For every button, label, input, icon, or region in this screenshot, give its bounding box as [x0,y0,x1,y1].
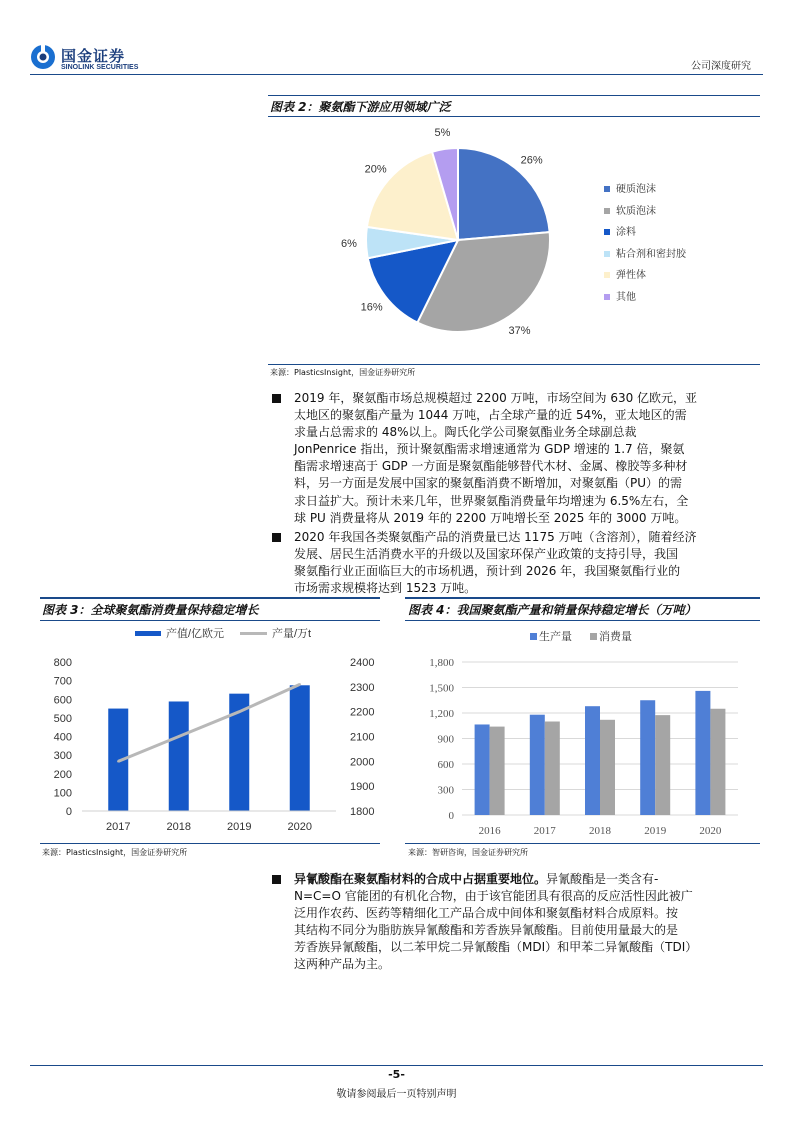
y-left-tick-label: 800 [53,657,72,669]
y-left-tick-label: 200 [53,768,72,781]
y-tick-label: 300 [437,784,454,797]
header-divider [30,74,763,75]
paragraph-3-first-line [294,871,754,888]
legend-label: 粘合剂和密封胶 [616,248,686,260]
page-header [0,0,793,80]
figure2-title: 图表 2：聚氨酯下游应用领域广泛 [270,100,451,114]
bar [655,715,670,815]
bar [600,720,615,815]
x-tick-label: 2018 [166,821,191,833]
legend-swatch [604,186,610,192]
bar [585,706,600,815]
y-right-tick-label: 1900 [350,781,375,794]
figure2-title-rule [268,116,760,117]
footer-divider [30,1065,763,1066]
bar [475,724,490,815]
y-right-tick-label: 2100 [350,731,375,744]
paragraph-3-lead: 异氰酸酯在聚氨酯材料的合成中占据重要地位。 [294,872,547,886]
figure2-bottom-rule [268,364,760,365]
figure2-source: 来源：PlasticsInsight，国金证券研究所 [270,368,416,377]
legend-label: 消费量 [599,631,632,643]
y-tick-label: 0 [448,810,454,822]
y-right-tick-label: 2000 [350,756,375,769]
x-tick-label: 2018 [589,825,611,837]
paragraph-1-line: 求日益扩大。预计未来几年，世界聚氨酯消费量年均增速为 6.5%左右，全 [294,493,689,508]
y-left-tick-label: 600 [53,694,72,707]
y-left-tick-label: 0 [65,806,72,818]
paragraph-1-line: 求量占总需求的 48%以上。陶氏化学公司聚氨酯业务全球副总裁 [294,425,637,440]
bar [290,685,310,811]
footer-disclaimer: 敬请参阅最后一页特别声明 [336,1089,457,1100]
document-type: 公司深度研究 [691,61,751,72]
legend-swatch [604,251,610,257]
y-tick-label: 1,500 [429,682,454,695]
pie-data-label: 16% [360,301,383,314]
figure3-top-rule [40,597,380,599]
legend-item [604,266,646,281]
pie-data-label: 37% [508,325,531,337]
y-right-tick-label: 2200 [350,706,375,719]
legend-item [604,180,656,195]
legend-swatch [530,633,537,640]
figure4-title: 图表 4：我国聚氨酯产量和销量保持稳定增长（万吨） [408,603,697,617]
y-right-tick-label: 2300 [350,681,375,694]
y-right-tick-label: 1800 [350,806,375,818]
paragraph-3-line: 其结构不同分为脂肪族异氰酸酯和芳香族异氰酸酯。目前使用量最大的是 [294,923,679,938]
pie-data-label: 6% [341,238,357,251]
paragraph-1-line: 太地区的聚氨酯产量为 1044 万吨，占全球产量的近 54%，亚太地区的需 [294,408,687,423]
legend-item [604,202,656,217]
y-left-tick-label: 500 [53,712,72,725]
bar [640,700,655,815]
paragraph-3-first-line-rest: 异氰酸酯是一类含有- [546,872,659,886]
bullet-icon [272,394,281,403]
legend-swatch [604,294,610,300]
legend-label: 弹性体 [616,270,646,281]
bar [530,715,545,815]
paragraph-2-line: 市场需求规模将达到 1523 万吨。 [294,581,477,596]
legend-item [604,245,686,260]
y-left-tick-label: 400 [53,731,72,744]
bullet-icon [272,533,281,542]
company-name-cn: 国金证券 [61,47,126,65]
legend-swatch [590,633,597,640]
legend-label: 生产量 [539,631,572,643]
logo-mark-icon [30,44,56,70]
paragraph-3-text [294,871,754,974]
figure4-top-rule [405,597,760,599]
line-point [178,735,180,737]
bar [490,727,505,815]
y-left-tick-label: 100 [53,787,72,800]
figure3-combo-chart [40,620,385,840]
figure3-source: 来源：PlasticsInsight，国金证券研究所 [42,848,188,857]
line-point [299,683,301,685]
figure3-bottom-rule [40,843,380,844]
legend-label: 产值/亿欧元 [166,628,225,640]
paragraph-1-line: JonPenrice 指出，预计聚氨酯需求增速通常为 GDP 增速的 1.7 倍，聚氨 [294,442,685,457]
legend-label: 硬质泡沫 [616,184,656,195]
bullet-icon [272,875,281,884]
figure4-bottom-rule [405,843,760,844]
paragraph-1-line: 2019 年，聚氨酯市场总规模超过 2200 万吨，市场空间为 630 亿欧元，亚 [294,391,698,405]
y-tick-label: 1,800 [429,657,454,669]
y-tick-label: 600 [437,759,454,771]
paragraph-2-line: 发展、居民生活消费水平的升级以及国家环保产业政策的支持引导，我国 [294,547,679,562]
company-logo [30,44,165,74]
x-tick-label: 2019 [644,825,667,837]
figure4-bar-chart [405,620,760,842]
x-tick-label: 2017 [533,825,556,837]
figure3-title: 图表 3：全球聚氨酯消费量保持稳定增长 [42,603,259,617]
series-line [118,684,299,761]
x-tick-label: 2019 [227,821,252,833]
y-left-tick-label: 300 [53,750,72,763]
pie-data-label: 5% [434,127,451,140]
paragraph-2-line: 2020 年我国各类聚氨酯产品的消费量已达 1175 万吨（含溶剂），随着经济 [294,530,697,544]
bar [695,691,710,815]
paragraph-1-line: 料，另一方面是发展中国家的聚氨酯消费不断增加，对聚氨酯（PU）的需 [294,476,683,491]
paragraph-2-text [294,529,754,597]
figure2-top-rule [268,95,760,96]
company-name-en: SINOLINK SECURITIES [61,64,139,71]
figure2-pie-chart [330,120,600,350]
bar [545,722,560,816]
x-tick-label: 2016 [478,825,501,837]
paragraph-3-line: N=C=O 官能团的有机化合物，由于该官能团具有很高的反应活性因此被广 [294,889,693,904]
pie-data-label: 26% [520,154,543,167]
line-point [238,710,240,712]
x-tick-label: 2020 [287,821,312,833]
figure4-source: 来源：智研咨询，国金证券研究所 [408,848,528,857]
paragraph-2-line: 聚氨酯行业正面临巨大的市场机遇，预计到 2026 年，我国聚氨酯行业的 [294,564,681,579]
legend-item [604,288,636,303]
paragraph-1-text [294,390,754,527]
legend-label: 其他 [616,291,636,303]
paragraph-3-line: 这两种产品为主。 [294,957,391,972]
x-tick-label: 2017 [106,821,131,833]
legend-swatch [604,208,610,214]
paragraph-3-line: 芳香族异氰酸酯，以二苯甲烷二异氰酸酯（MDI）和甲苯二异氰酸酯（TDI） [294,940,698,955]
legend-label: 产量/万t [272,628,312,640]
bar [169,701,189,811]
page-number: -5- [388,1068,405,1081]
paragraph-1-line: 球 PU 消费量将从 2019 年的 2200 万吨增长至 2025 年的 3000 万吨。 [294,510,687,525]
legend-item [604,223,636,238]
y-right-tick-label: 2400 [350,657,375,669]
legend-swatch-bar [135,631,161,636]
legend-label: 涂料 [616,227,636,238]
paragraph-1-line: 酯需求增速高于 GDP 一方面是聚氨酯能够替代木材、金属、橡胶等多种材 [294,459,688,474]
y-tick-label: 1,200 [429,708,454,720]
x-tick-label: 2020 [699,825,722,837]
pie-data-label: 20% [364,163,387,176]
line-point [117,760,119,762]
legend-label: 软质泡沫 [616,205,656,217]
bar [710,709,725,815]
y-left-tick-label: 700 [53,675,72,688]
paragraph-3-line: 泛用作农药、医药等精细化工产品合成中间体和聚氨酯材料合成原料。按 [294,906,679,921]
y-tick-label: 900 [437,733,454,746]
legend-swatch [604,272,610,278]
legend-swatch [604,229,610,235]
